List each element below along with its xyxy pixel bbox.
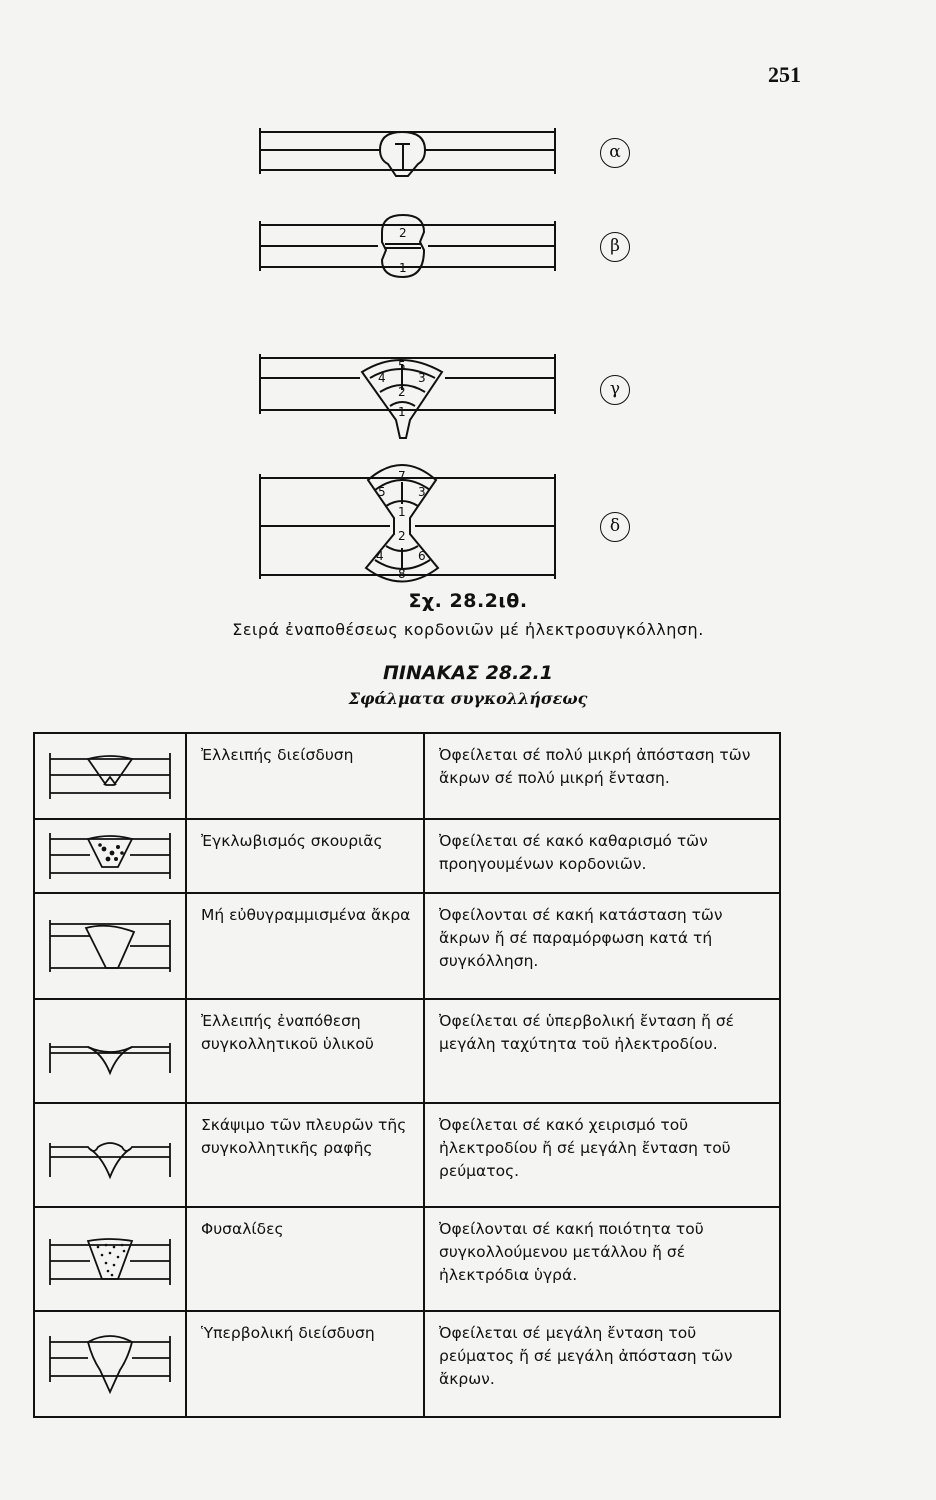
table-row — [34, 733, 780, 819]
weld-sequence-diagram — [250, 120, 570, 590]
defect-cause: Ὀφείλονται σέ κακή κατάσταση τῶν ἄκρων ἤ σέ παραμόρφωση κατά τή συγκόλληση. — [424, 893, 780, 999]
table-title: ΠΙΝΑΚΑΣ 28.2.1 — [383, 662, 553, 684]
defect-cause: Ὀφείλεται σέ μεγάλη ἔνταση τοῦ ρεύματος ἤ σέ μεγάλη ἀπόσταση τῶν ἄκρων. — [424, 1311, 780, 1417]
defect-name: Μή εὐθυγραμμισμένα ἄκρα — [186, 893, 424, 999]
page-number: 251 — [768, 62, 801, 87]
sketch-cell — [34, 999, 186, 1103]
misaligned-edges-icon — [48, 918, 172, 974]
bead-number: 1 — [399, 261, 407, 275]
figure-number: Σχ. 28.2ιθ. — [408, 590, 528, 612]
joint-label-c: γ — [600, 375, 630, 405]
bead-number: 3 — [418, 371, 426, 385]
bead-number: 2 — [398, 529, 406, 543]
bead-number: 8 — [398, 567, 406, 581]
bead-number: 1 — [398, 505, 406, 519]
bead-number: 2 — [398, 385, 406, 399]
bead-number: 5 — [378, 485, 386, 499]
bead-number: 1 — [398, 405, 406, 419]
bead-number: 4 — [376, 549, 384, 563]
porosity-icon — [48, 1231, 172, 1287]
sketch-cell — [34, 1207, 186, 1311]
joint-label-b: β — [600, 232, 630, 262]
bead-number: 5 — [398, 359, 406, 373]
sketch-cell — [34, 819, 186, 893]
bead-number: 4 — [378, 371, 386, 385]
table-row — [34, 819, 780, 893]
table-row — [34, 999, 780, 1103]
incomplete-penetration-icon — [48, 751, 172, 801]
joint-b-icon — [260, 215, 555, 277]
defect-cause: Ὀφείλεται σέ πολύ μικρή ἀπόσταση τῶν ἄκρων σέ πολύ μικρή ἔνταση. — [424, 733, 780, 819]
weld-defects-table — [33, 732, 781, 1418]
bead-number: 3 — [418, 485, 426, 499]
joint-label-a: α — [600, 138, 630, 168]
joint-label-d: δ — [600, 512, 630, 542]
table-row — [34, 893, 780, 999]
slag-inclusion-icon — [48, 831, 172, 881]
joint-c-icon — [260, 354, 555, 438]
defect-name: Ἐγκλωβισμός σκουριᾶς — [186, 819, 424, 893]
defect-name: Ἐλλειπής ἐναπόθεση συγκολλητικοῦ ὑλικοῦ — [186, 999, 424, 1103]
defect-name: Ὑπερβολική διείσδυση — [186, 1311, 424, 1417]
defect-name: Φυσαλίδες — [186, 1207, 424, 1311]
defect-cause: Ὀφείλονται σέ κακή ποιότητα τοῦ συγκολλούμενου μετάλλου ἤ σέ ἠλεκτρόδια ὑγρά. — [424, 1207, 780, 1311]
table-subtitle: Σφάλματα συγκολλήσεως — [348, 689, 588, 708]
table-row — [34, 1311, 780, 1417]
bead-number: 2 — [399, 226, 407, 240]
joint-d-icon — [260, 465, 555, 582]
table-row — [34, 1103, 780, 1207]
bead-number: 6 — [418, 549, 426, 563]
figure-caption: Σειρά ἐναποθέσεως κορδονιῶν μέ ἠλεκτροσυγκόλληση. — [232, 620, 704, 639]
defect-cause: Ὀφείλεται σέ κακό χειρισμό τοῦ ἠλεκτροδίου ἤ σέ μεγάλη ἔνταση τοῦ ρεύματος. — [424, 1103, 780, 1207]
defect-cause: Ὀφείλεται σέ κακό καθαρισμό τῶν προηγουμένων κορδονιῶν. — [424, 819, 780, 893]
sketch-cell — [34, 893, 186, 999]
table-row — [34, 1207, 780, 1311]
defect-name: Σκάψιμο τῶν πλευρῶν τῆς συγκολλητικῆς ραφῆς — [186, 1103, 424, 1207]
sketch-cell — [34, 733, 186, 819]
underfill-icon — [48, 1023, 172, 1079]
sketch-cell — [34, 1311, 186, 1417]
defect-cause: Ὀφείλεται σέ ὑπερβολική ἔνταση ἤ σέ μεγάλη ταχύτητα τοῦ ἠλεκτροδίου. — [424, 999, 780, 1103]
undercut-icon — [48, 1127, 172, 1183]
sketch-cell — [34, 1103, 186, 1207]
weld-sequence-figure — [250, 120, 621, 594]
excess-penetration-icon — [48, 1334, 172, 1394]
defect-name: Ἐλλειπής διείσδυση — [186, 733, 424, 819]
bead-number: 7 — [398, 469, 406, 483]
joint-a-icon — [260, 128, 555, 176]
